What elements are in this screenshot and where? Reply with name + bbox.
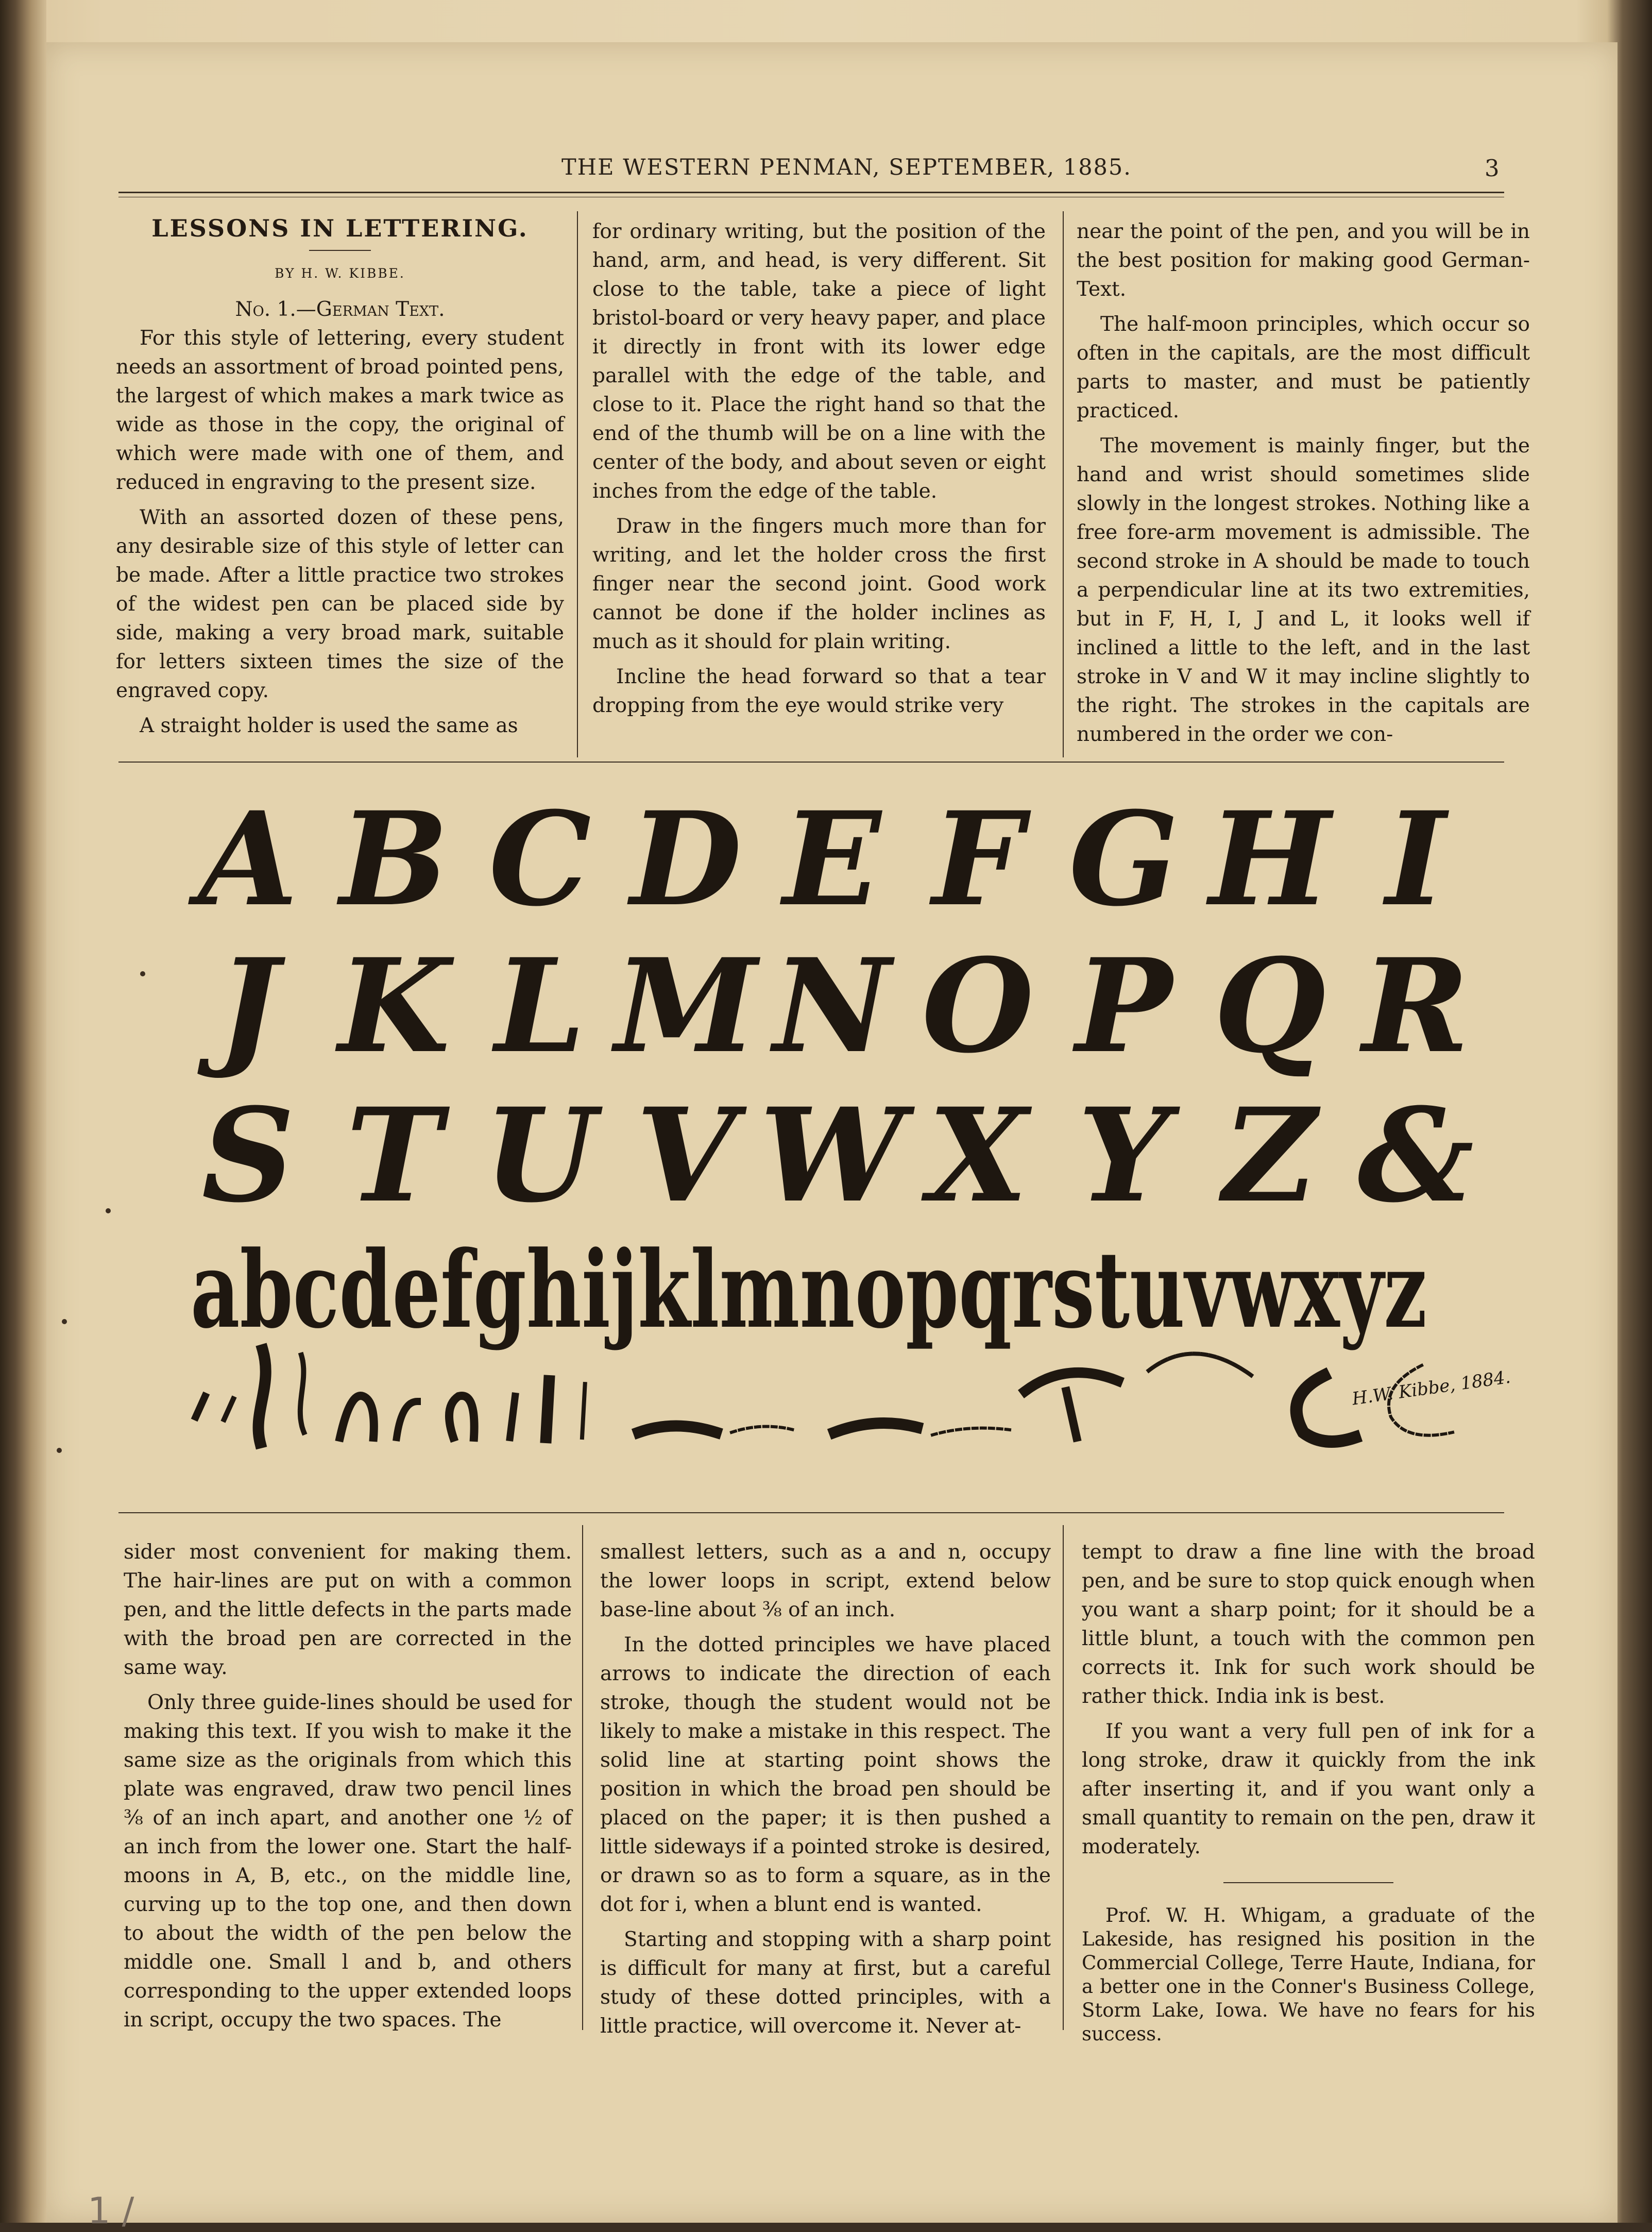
paragraph: Starting and stopping with a sharp point is difficult for many at first, but a careful study of these dotted principles, with a little practice, will overcome it. Never at- (600, 1928, 1051, 2038)
print-speck (140, 971, 145, 976)
capital-letter-ampersand: & (1357, 1079, 1474, 1231)
article-column-2 (592, 217, 1046, 720)
paragraph: Only three guide-lines should be used for making this text. If you wish to make it the same size as the originals from which this plate was engraved, draw two pencil lines ⅜ of an inch apart, and another one ½ of an inch from the lower one. Start the half-moons in A, B, etc., on the middle line, curving up to the top one, and then down to about the width of the pen below the middle one. Small l and b, and others corresponding to the upper extended loops in script, occupy the two spaces. The (124, 1691, 572, 2032)
capital-letter-a: A (198, 783, 298, 935)
paragraph: tempt to draw a fine line with the broad pen, and be sure to stop quick enough when you want a sharp point; for it should be a little blunt, a touch with the common pen corrects it. Ink for such work should be rather thick. India ink is best. (1082, 1541, 1535, 1708)
paragraph: With an assorted dozen of these pens, any desirable size of this style of letter can be made. After a little practice two strokes of the widest pen can be placed side by side, making a very broad mark, suitable for letters sixteen times the size of the engraved copy. (116, 506, 564, 702)
header-rule (118, 192, 1504, 193)
plate-top-rule (118, 762, 1504, 763)
pen-principle-stroke-15 (1025, 1373, 1118, 1391)
pen-principle-stroke-13 (834, 1423, 917, 1432)
capital-letter-z: Z (1222, 1079, 1317, 1231)
pen-principle-stroke-6 (397, 1401, 417, 1438)
paragraph: near the point of the pen, and you will be in the best position for making good German-Text. (1077, 220, 1530, 301)
column-divider (1063, 211, 1064, 757)
article-column-4 (124, 1538, 572, 2035)
pen-principle-stroke-17 (1149, 1354, 1252, 1376)
capital-letter-b: B (339, 783, 449, 935)
title-rule (309, 250, 371, 251)
column-divider (577, 211, 578, 757)
pen-principle-stroke-4 (300, 1355, 304, 1432)
personal-notice: Prof. W. H. Whigam, a graduate of the Lakeside, has resigned his position in the Commercial College, Terre Haute, Indiana, for a better one in the Conner's Business College, Storm Lake, Iowa. We have no fears for his success. (1082, 1904, 1535, 2045)
capital-letter-s: S (201, 1079, 295, 1231)
print-speck (106, 1208, 111, 1213)
notice-rule (1223, 1882, 1393, 1883)
paragraph: sider most convenient for making them. The hair-lines are put on with a common pen, and the little defects in the parts made with the broad pen are corrected in the same way. (124, 1541, 572, 1679)
pen-principle-stroke-9 (546, 1381, 549, 1438)
article-subhead: No. 1.—German Text. (235, 298, 445, 321)
capital-letter-i: I (1385, 783, 1446, 935)
capital-letter-j: J (217, 930, 279, 1081)
capital-letter-c: C (488, 783, 591, 935)
pen-principle-stroke-12 (731, 1427, 793, 1432)
column-divider (582, 1525, 583, 2030)
paragraph: The half-moon principles, which occur so often in the capitals, are the most difficult parts to master, and must be patiently practiced. (1077, 313, 1530, 422)
lowercase-alphabet: abcdefghijklmnopqrstuvwxyz (191, 1228, 1427, 1352)
article-column-5 (600, 1538, 1051, 2041)
engraver-signature: H.W. Kibbe, 1884. (1351, 1366, 1512, 1410)
capital-letter-l: L (495, 930, 586, 1081)
paragraph: If you want a very full pen of ink for a long stroke, draw it quickly from the ink after inserting it, and if you want only a small quantity to remain on the pen, draw it moderately. (1082, 1720, 1535, 1858)
byline: BY H. W. KIBBE. (275, 266, 405, 281)
pencil-margin-mark: 1 / (88, 2190, 134, 2232)
capital-letter-v: V (636, 1079, 736, 1231)
pen-principle-stroke-8 (510, 1396, 515, 1438)
article-column-3 (1077, 217, 1530, 749)
capital-letter-p: P (1075, 930, 1172, 1081)
pen-principle-stroke-16 (1066, 1391, 1077, 1438)
paragraph: smallest letters, such as a and n, occupy the lower loops in script, extend below base-line about ⅜ of an inch. (600, 1541, 1051, 1621)
pen-principle-stroke-7 (449, 1396, 474, 1438)
article-title: LESSONS IN LETTERING. (151, 214, 529, 242)
capital-letter-d: D (630, 783, 742, 935)
paragraph: The movement is mainly finger, but the hand and wrist should sometimes slide slowly in the longest strokes. Nothing like a free fore-arm movement is admissible. The second stroke in A should be made to touch a perpendicular line at its two extremities, but in F, H, I, J and L, it looks well if inclined a little to the left, and in the last stroke in V and W it may incline slightly to the right. The strokes in the capitals are numbered in the order we con- (1077, 434, 1530, 746)
german-text-alphabet-plate (175, 783, 1512, 1499)
pen-principle-stroke-14 (932, 1428, 1010, 1435)
paragraph: Draw in the fingers much more than for writing, and let the holder cross the first finger near the second joint. Good work cannot be done if the holder inclines as much as it should for plain writing. (592, 515, 1046, 653)
print-speck (57, 1448, 62, 1453)
capital-letter-h: H (1208, 783, 1331, 935)
pen-principle-stroke-18 (1297, 1376, 1355, 1442)
pen-principle-stroke-10 (582, 1381, 585, 1438)
paragraph: In the dotted principles we have placed arrows to indicate the direction of each stroke, though the student would not be likely to make a mistake in this respect. The solid line at starting point shows the position in which the broad pen should be placed on the paper; it is then pushed a little sideways if a pointed stroke is desired, or drawn so as to form a square, as in the dot for i, when a blunt end is wanted. (600, 1633, 1051, 1916)
capital-letter-e: E (782, 783, 881, 935)
capital-letter-q: Q (1214, 930, 1326, 1081)
capital-letter-w: W (759, 1079, 905, 1231)
capital-letter-k: K (338, 930, 450, 1081)
capital-letter-u: U (484, 1079, 597, 1231)
capital-letter-g: G (1068, 783, 1179, 935)
article-column-1 (116, 214, 564, 740)
capital-letter-x: X (928, 1079, 1028, 1231)
capital-letter-n: N (773, 930, 891, 1081)
capital-letter-y: Y (1078, 1079, 1170, 1231)
pen-principle-stroke-2 (224, 1399, 233, 1419)
capital-letter-f: F (932, 783, 1024, 935)
alphabet-plate-svg (175, 783, 1512, 1499)
pen-principle-stroke-3 (259, 1350, 266, 1443)
running-header: THE WESTERN PENMAN, SEPTEMBER, 1885. (561, 155, 1132, 180)
paragraph: Incline the head forward so that a tear dropping from the eye would strike very (592, 665, 1046, 717)
paragraph: A straight holder is used the same as (140, 714, 518, 737)
binding-spine (0, 0, 46, 2223)
plate-bottom-rule (118, 1512, 1504, 1513)
pen-principle-stroke-5 (340, 1396, 374, 1438)
pen-principle-stroke-11 (639, 1426, 716, 1433)
print-speck (62, 1319, 67, 1324)
article-column-6 (1082, 1538, 1535, 2046)
page-number: 3 (1485, 155, 1500, 182)
paragraph: For this style of lettering, every student needs an assortment of broad pointed pens, the largest of which makes a mark twice as wide as those in the copy, the original of which were made with one of them, and reduced in engraving to the present size. (116, 327, 564, 494)
paragraph: for ordinary writing, but the position of the hand, arm, and head, is very different. Sit close to the table, take a piece of light bristol-board or very heavy paper, and place it directly in front with its lower edge parallel with the edge of the table, and close to it. Place the right hand so that the end of the thumb will be on a line with the center of the body, and about seven or eight inches from the edge of the table. (592, 220, 1046, 503)
capital-letter-t: T (346, 1079, 442, 1231)
capital-letter-m: M (615, 930, 758, 1081)
pen-principle-stroke-1 (196, 1396, 205, 1417)
column-divider (1063, 1525, 1064, 2030)
capital-letter-r: R (1362, 930, 1470, 1081)
capital-letter-o: O (922, 930, 1034, 1081)
